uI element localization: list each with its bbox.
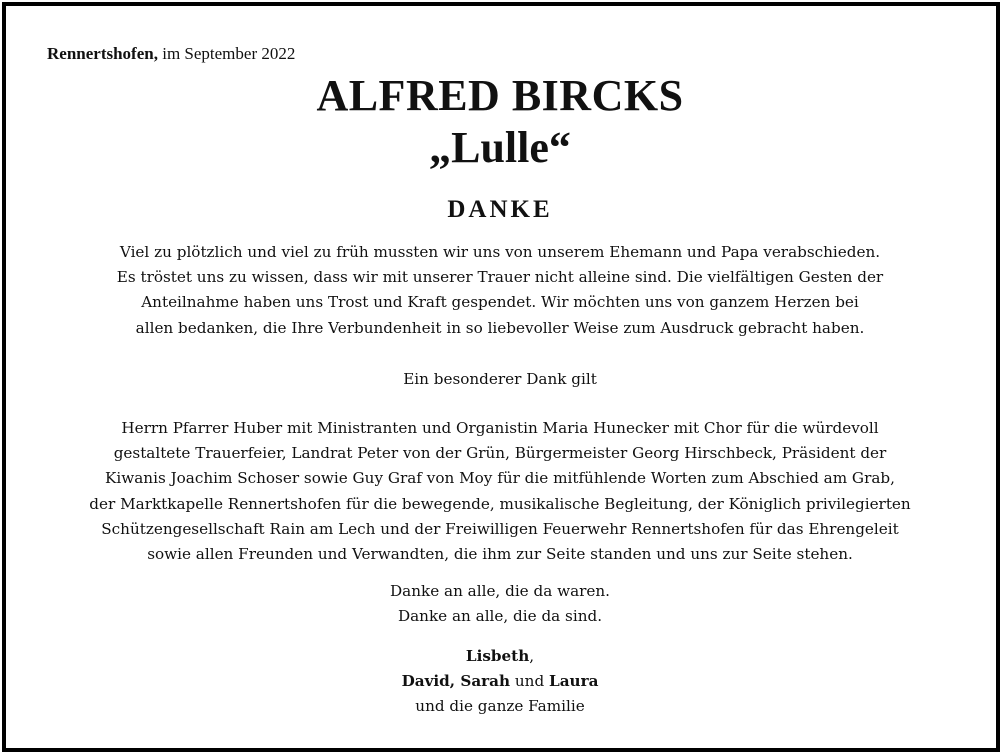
signature-punctuation: ,: [529, 647, 535, 665]
text-line: Kiwanis Joachim Schoser sowie Guy Graf von Moy für die mitfühlende Worten zum Abschied am Grab,: [105, 469, 895, 488]
text-line: Danke an alle, die da waren.: [389, 582, 611, 600]
deceased-name: ALFRED BIRCKS: [316, 71, 684, 120]
text-line: Herrn Pfarrer Huber mit Ministranten und Organistin Maria Hunecker mit Chor für die würdevoll: [121, 419, 879, 437]
signature-name: Laura: [549, 672, 599, 691]
signature-line: [0, 669, 1000, 694]
signature-line: [0, 644, 1000, 669]
signature-name: David, Sarah: [401, 672, 511, 691]
signature: [0, 644, 1000, 720]
text-line: Danke an alle, die da sind.: [397, 607, 603, 626]
thanks-paragraph: [0, 240, 1000, 341]
text-line: sowie allen Freunden und Verwandten, die ihm zur Seite standen und uns zur Seite stehen.: [147, 545, 853, 564]
text-line: gestaltete Trauerfeier, Landrat Peter von der Grün, Bürgermeister Georg Hirschbeck, Präsident der: [113, 444, 887, 463]
text-line: Viel zu plötzlich und viel zu früh mussten wir uns von unserem Ehemann und Papa verabschieden.: [119, 243, 881, 261]
special-thanks-intro: Ein besonderer Dank gilt: [403, 370, 597, 388]
text-line: Es tröstet uns zu wissen, dass wir mit unserer Trauer nicht alleine sind. Die vielfältigen Gesten der: [116, 268, 884, 287]
dateline: [47, 44, 295, 64]
special-thanks-paragraph: [0, 416, 1000, 567]
text-line: Anteilnahme haben uns Trost und Kraft gespendet. Wir möchten uns von ganzem Herzen bei: [141, 293, 859, 312]
dateline-date: im September 2022: [162, 44, 296, 63]
text-line: der Marktkapelle Rennertshofen für die bewegende, musikalische Begleitung, der Königlich privilegierten: [89, 494, 911, 513]
closing-lines: [0, 579, 1000, 629]
signature-line: und die ganze Familie: [415, 697, 585, 716]
text-line: Schützengesellschaft Rain am Lech und der Freiwilligen Feuerwehr Rennertshofen für das Ehrengeleit: [101, 519, 899, 538]
thanks-heading: DANKE: [447, 196, 553, 223]
text-line: allen bedanken, die Ihre Verbundenheit in so liebevoller Weise zum Ausdruck gebracht haben.: [135, 318, 865, 337]
signature-name: Lisbeth: [465, 647, 530, 665]
signature-conjunction: und: [510, 672, 550, 691]
dateline-place: Rennertshofen,: [47, 44, 158, 63]
deceased-nickname: „Lulle“: [429, 123, 571, 172]
